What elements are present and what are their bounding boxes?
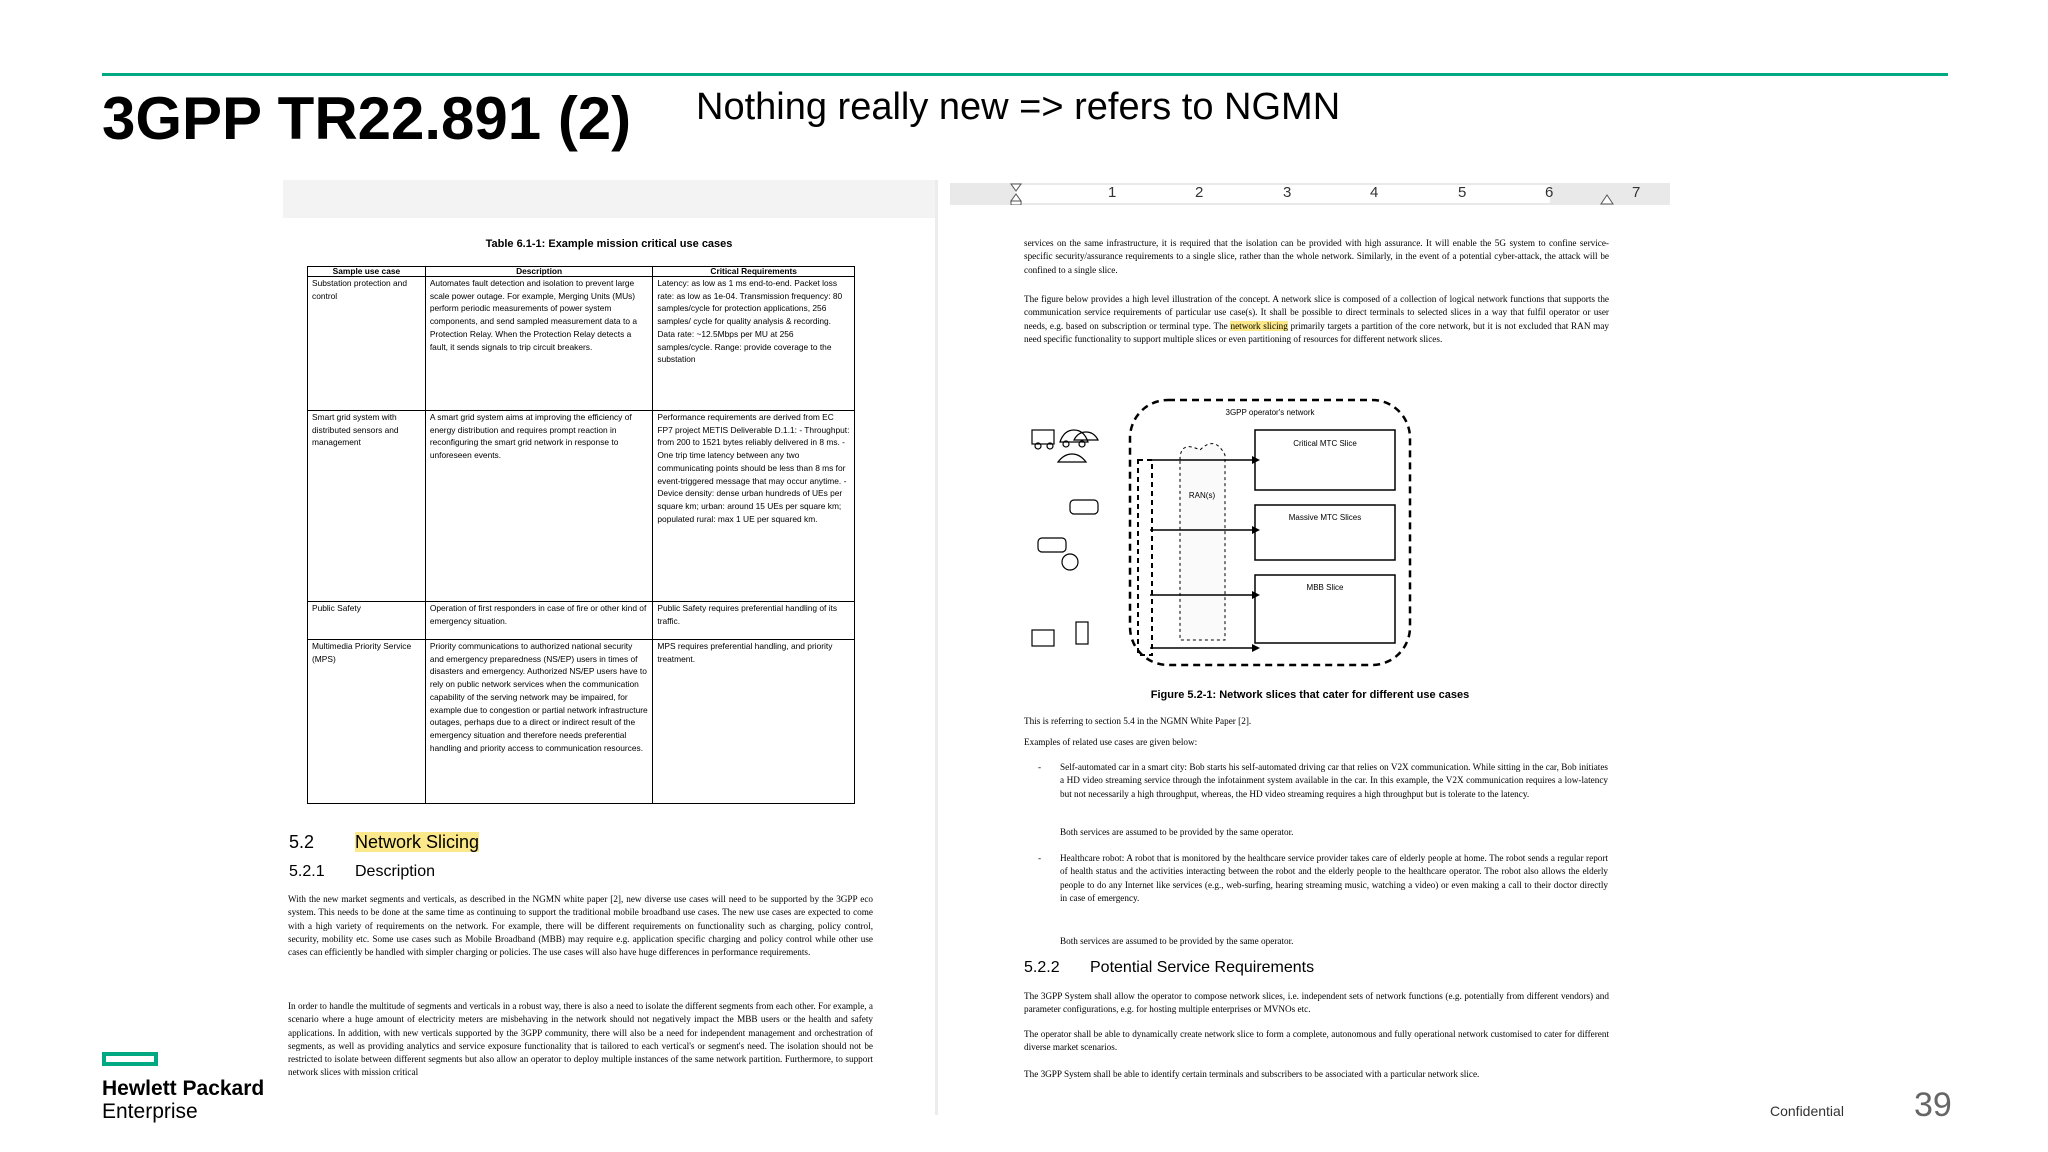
table-cell: Performance requirements are derived from EC FP7 project METIS Deliverable D.1.1: - Throughput: from 200 to 1521 bytes reliably delivered in 8 ms. - One trip time latency between any two communicating points should be less than 8 ms for event-triggered message that may occur anytime. - Device density: dense urban hundreds of UEs per square km; urban: around 15 UEs per square km; populated rural: max 1 UE per squared km. bbox=[653, 411, 855, 602]
figure-caption: Figure 5.2-1: Network slices that cater for different use cases bbox=[1150, 689, 1470, 701]
indent-marker-icon[interactable] bbox=[1009, 183, 1023, 205]
ruler-label: 5 bbox=[1458, 184, 1467, 201]
table-header: Sample use case bbox=[308, 267, 426, 277]
device-icons bbox=[1032, 500, 1098, 646]
table-cell: Latency: as low as 1 ms end-to-end. Packet loss rate: as low as 1e-04. Transmission frequency: 80 samples/cycle for protection applications, 256 samples/ cycle for quality analysis & recording. Data rate: ~12.5Mbps per MU at 256 samples/cycle. Range: provide coverage to the substation bbox=[653, 277, 855, 411]
ruler-label: 2 bbox=[1195, 184, 1204, 201]
slice-label: MBB Slice bbox=[1306, 583, 1344, 592]
paragraph: The 3GPP System shall be able to identify certain terminals and subscribers to be associated with a particular network slice. bbox=[1024, 1069, 1480, 1079]
table-header: Description bbox=[425, 267, 653, 277]
table-cell: Operation of first responders in case of fire or other kind of emergency situation. bbox=[425, 602, 653, 640]
ruler-label: 7 bbox=[1632, 184, 1641, 201]
table-caption: Table 6.1-1: Example mission critical use cases bbox=[485, 238, 733, 250]
logo-line-1: Hewlett Packard bbox=[102, 1077, 265, 1100]
vehicle-icons bbox=[1032, 430, 1098, 462]
document-ruler[interactable] bbox=[950, 183, 1670, 205]
logo-line-2: Enterprise bbox=[102, 1100, 198, 1123]
slice-label: Massive MTC Slices bbox=[1288, 513, 1362, 522]
section-title: Potential Service Requirements bbox=[1090, 959, 1315, 976]
list-item-text: Self-automated car in a smart city: Bob starts his self-automated driving car that relies on V2X communication. While sitting in the car, Bob initiates a HD video streaming service through the infotainment system available in the car. In this example, the V2X communication requires a low-latency but not necessarily a high throughput, whereas, the HD video streaming requires a high throughput but is tolerate to the latency. bbox=[1060, 762, 1608, 799]
table-cell: Public Safety bbox=[308, 602, 426, 640]
list-item: - Healthcare robot: A robot that is monitored by the healthcare service provider takes care of elderly people at home. The robot sends a regular report of health status and the activities interacting between the robot and the elderly people to the healthcare operator. The robot also allows the elderly people to do any Internet like services (e.g., web-surfing, hearing streaming music, watching a video) or even making a call to their doctor directly in case of emergency. bbox=[1038, 852, 1608, 905]
table-header-row bbox=[308, 267, 855, 277]
paragraph: This is referring to section 5.4 in the NGMN White Paper [2]. bbox=[1024, 716, 1252, 726]
list-note: Both services are assumed to be provided by the same operator. bbox=[1060, 936, 1294, 946]
use-case-table bbox=[307, 266, 855, 804]
paragraph: With the new market segments and verticals, as described in the NGMN white paper [2], new diverse use cases will need to be supported by the 3GPP eco system. This needs to be done at the same time as continuing to support the traditional mobile broadband use cases. The new use cases are expected to come with a high variety of requirements on the network. For example, there will be different requirements on functionality such as charging, policy control, security, mobility etc. Some use cases such as Mobile Broadband (MBB) may require e.g. application specific charging and policy control while other use cases can efficiently be handled with simpler charging or policies. The use cases will also have huge differences in performance requirements. bbox=[288, 894, 873, 958]
list-note: Both services are assumed to be provided by the same operator. bbox=[1060, 827, 1294, 837]
slide-title: 3GPP TR22.891 (2) bbox=[102, 85, 632, 152]
table-cell: Substation protection and control bbox=[308, 277, 426, 411]
confidential-label: Confidential bbox=[1770, 1103, 1844, 1119]
left-document-page bbox=[283, 180, 935, 1115]
page-top-band bbox=[283, 180, 935, 218]
hpe-logo bbox=[102, 1052, 264, 1124]
table-cell: Smart grid system with distributed sensors and management bbox=[308, 411, 426, 602]
highlighted-term: network slicing bbox=[1230, 320, 1288, 331]
subsection-heading bbox=[289, 863, 435, 881]
subsection-title: Description bbox=[355, 863, 436, 880]
paragraph-text: The figure below provides a high level illustration of the concept. A network slice is composed of a collection of logical network functions that supports the communication service requirements of particular use case(s). It shall be possible to direct terminals to selected slices in a way that fulfil operator or user needs, e.g. based on subscription or terminal type. The bbox=[1024, 294, 1609, 331]
slice-label: Critical MTC Slice bbox=[1293, 439, 1357, 448]
paragraph: The operator shall be able to dynamically create network slice to form a complete, autonomous and fully operational network customised to cater for different diverse market scenarios. bbox=[1024, 1029, 1609, 1053]
page-number: 39 bbox=[1914, 1086, 1952, 1124]
ruler-label: 6 bbox=[1545, 184, 1554, 201]
table-cell: MPS requires preferential handling, and priority treatment. bbox=[653, 640, 855, 804]
table-row bbox=[308, 411, 855, 602]
ruler-label: 1 bbox=[1108, 184, 1117, 201]
page-divider bbox=[935, 180, 938, 1115]
right-document-page bbox=[950, 215, 1670, 1115]
list-item: - Self-automated car in a smart city: Bob starts his self-automated driving car that relies on V2X communication. While sitting in the car, Bob initiates a HD video streaming service through the infotainment system available in the car. In this example, the V2X communication requires a low-latency but not necessarily a high throughput, whereas, the HD video streaming requires a high throughput but is tolerate to the latency. bbox=[1038, 761, 1608, 801]
subsection-number: 5.2.1 bbox=[289, 863, 325, 880]
logo-element-icon bbox=[102, 1052, 158, 1066]
table-cell: Priority communications to authorized national security and emergency preparedness (NS/EP) users in times of disasters and emergency. Authorized NS/EP users have to rely on public network services when the communication capability of the serving network may be impaired, for example due to congestion or partial network infrastructure outages, perhaps due to a direct or indirect result of the emergency situation and therefore needs preferential handling and priority access to communication resources. bbox=[425, 640, 653, 804]
table-row bbox=[308, 602, 855, 640]
table-cell: Multimedia Priority Service (MPS) bbox=[308, 640, 426, 804]
paragraph: Examples of related use cases are given below: bbox=[1024, 737, 1198, 747]
slide-subtitle: Nothing really new => refers to NGMN bbox=[696, 86, 1341, 128]
title-accent-line bbox=[102, 73, 1948, 76]
paragraph-text: primarily targets a partition of the core network, but it is not excluded that RAN may need specific functionality to support multiple slices or even partitioning of resources for different network slices. bbox=[1024, 320, 1609, 344]
table-row bbox=[308, 640, 855, 804]
table-cell: Public Safety requires preferential handling of its traffic. bbox=[653, 602, 855, 640]
ran-label: RAN(s) bbox=[1188, 491, 1216, 500]
ruler-label: 3 bbox=[1283, 184, 1292, 201]
table-row bbox=[308, 277, 855, 411]
paragraph: services on the same infrastructure, it is required that the isolation can be provided with high assurance. It will enable the 5G system to confine service-specific security/assurance requirements to a single slice, rather than the whole network. Similarly, in the event of a potential cyber-attack, the attack will be confined to a single slice. bbox=[1024, 238, 1609, 275]
table-cell: A smart grid system aims at improving the efficiency of energy distribution and requires prompt reaction in reconfiguring the smart grid network in response to unforeseen events. bbox=[425, 411, 653, 602]
section-heading bbox=[1024, 959, 1314, 977]
paragraph: The 3GPP System shall allow the operator to compose network slices, i.e. independent sets of network functions (e.g. potentially from different vendors) and parameter configurations, e.g. for hosting multiple enterprises or MVNOs etc. bbox=[1024, 991, 1609, 1015]
paragraph bbox=[1024, 293, 1609, 346]
section-heading bbox=[289, 832, 479, 853]
list-item-text: Healthcare robot: A robot that is monitored by the healthcare service provider takes care of elderly people at home. The robot sends a regular report of health status and the activities interacting between the robot and the elderly people to the healthcare operator. The robot also allows the elderly people to do any Internet like services (e.g., web-surfing, hearing streaming music, watching a video) or even making a call to their doctor directly in case of emergency. bbox=[1060, 853, 1608, 903]
right-indent-marker-icon[interactable] bbox=[1600, 189, 1614, 205]
section-number: 5.2.2 bbox=[1024, 959, 1060, 976]
operator-label: 3GPP operator's network bbox=[1225, 408, 1315, 417]
network-slices-figure bbox=[1030, 390, 1470, 680]
ruler-label: 4 bbox=[1370, 184, 1379, 201]
table-cell: Automates fault detection and isolation to prevent large scale power outage. For example, Merging Units (MUs) perform periodic measurements of power system components, and send sampled measurement data to a Protection Relay. When the Protection Relay detects a fault, it sends signals to trip circuit breakers. bbox=[425, 277, 653, 411]
table-header: Critical Requirements bbox=[653, 267, 855, 277]
section-title: Network Slicing bbox=[355, 832, 480, 852]
paragraph: In order to handle the multitude of segments and verticals in a robust way, there is also a need to isolate the different segments from each other. For example, a scenario where a huge amount of electricity meters are misbehaving in the network should not negatively impact the MBB users or the health and safety applications. In addition, with new verticals supported by the 3GPP community, there will also be a need for independent management and orchestration of segments, as well as providing analytics and service exposure functionality that is tailored to each vertical's or segment's need. The isolation should not be restricted to isolate between different segments but also allow an operator to deploy multiple instances of the same network partition. Furthermore, to support network slices with mission critical bbox=[288, 1001, 873, 1078]
section-number: 5.2 bbox=[289, 832, 315, 852]
